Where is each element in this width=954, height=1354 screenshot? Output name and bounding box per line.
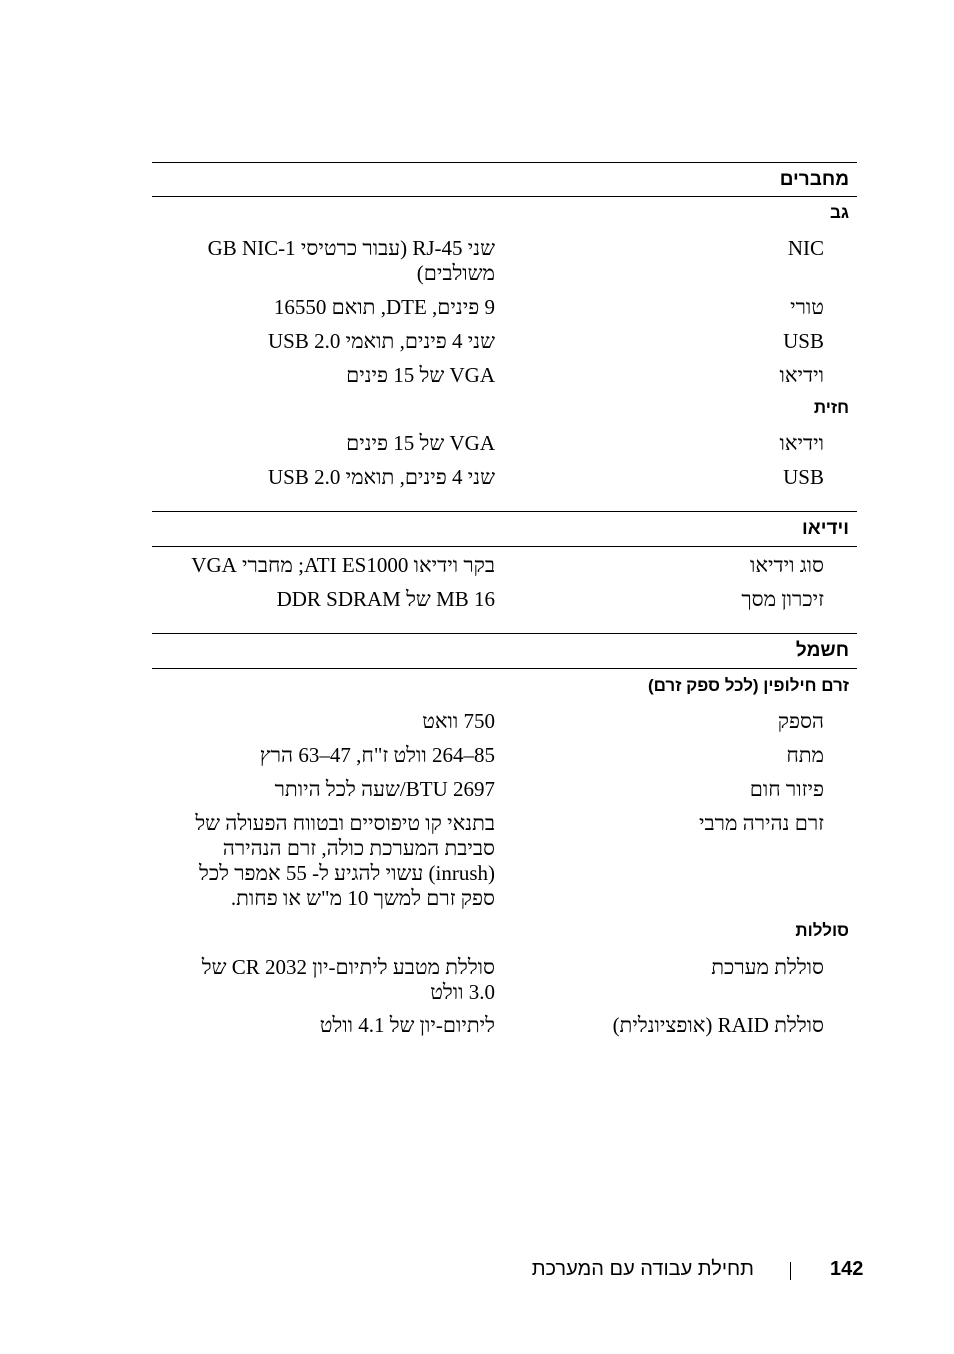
page-number: 142 [830, 1258, 864, 1280]
row-value: 85–264 וולט ז"ח, 47–63 הרץ [259, 743, 495, 767]
row-value: VGA של 15 פינים [346, 431, 495, 455]
row-label: זרם נהירה מרבי [699, 811, 824, 835]
row-value: 750 וואט [422, 709, 495, 733]
power-title: חשמל [795, 640, 849, 661]
section-rule [152, 511, 857, 512]
row-label: סוללת RAID (אופציונלית) [612, 1013, 824, 1037]
row-value: 2697 BTU/שעה לכל היותר [274, 777, 495, 801]
section-rule [152, 668, 857, 669]
back-subtitle: גב [829, 203, 849, 222]
row-label: סוללת מערכת [711, 955, 824, 979]
row-value: סוללת מטבע ליתיום-יון CR 2032 של 3.0 וולט [201, 955, 495, 1004]
row-value: שני 4 פינים, תואמי USB 2.0 [267, 465, 495, 489]
row-value: בתנאי קו טיפוסיים ובטווח הפעולה של סביבת המערכת כולה, זרם הנהירה (inrush) עשוי להגיע ל- 55 אמפר לכל ספק זרם למשך 10 מ"ש או פחות. [195, 811, 495, 910]
footer-title: תחילת עבודה עם המערכת [531, 1258, 754, 1280]
batteries-subtitle: סוללות [795, 921, 849, 940]
section-rule [152, 162, 857, 163]
row-label: הספק [777, 709, 824, 733]
ac-subtitle: זרם חילופין (לכל ספק זרם) [648, 676, 849, 695]
video-title: וידיאו [802, 518, 849, 539]
section-rule [152, 196, 857, 197]
row-label: פיזור חום [749, 777, 824, 801]
row-value: VGA של 15 פינים [346, 363, 495, 387]
row-label: USB [783, 465, 824, 489]
footer-divider [790, 1262, 791, 1280]
row-value: שני RJ-45 (עבור כרטיסי 1-GB NIC משולבים) [207, 236, 495, 285]
row-label: סוג וידיאו [750, 553, 824, 577]
row-value: בקר וידיאו ATI ES1000; מחברי VGA [191, 553, 495, 577]
row-label: וידיאו [779, 363, 824, 387]
row-value: 16 MB של DDR SDRAM [276, 587, 495, 611]
row-value: שני 4 פינים, תואמי USB 2.0 [267, 329, 495, 353]
row-value: 9 פינים, DTE, תואם 16550 [273, 295, 495, 319]
row-label: זיכרון מסך [741, 587, 824, 611]
row-label: USB [783, 329, 824, 353]
section-rule [152, 633, 857, 634]
row-label: מתח [786, 743, 824, 767]
connectors-title: מחברים [779, 169, 849, 190]
section-rule [152, 546, 857, 547]
row-label: וידיאו [779, 431, 824, 455]
row-label: NIC [787, 236, 824, 260]
row-label: טורי [790, 295, 824, 319]
front-subtitle: חזית [813, 398, 849, 417]
row-value: ליתיום-יון של 4.1 וולט [319, 1013, 495, 1037]
